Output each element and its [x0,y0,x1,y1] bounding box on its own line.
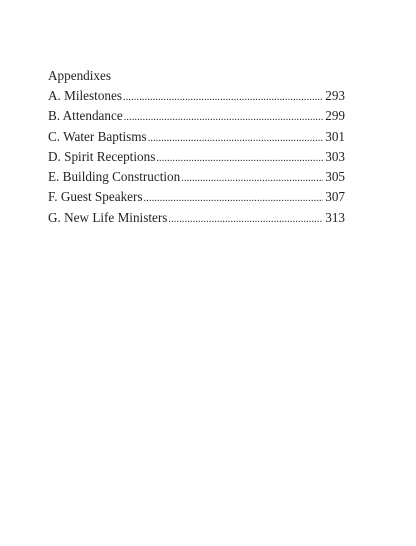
dot-leader [144,189,324,209]
toc-entry-label: E. Building Construction [48,169,181,185]
toc-entry-attendance[interactable] [48,106,345,126]
section-heading: Appendixes [48,68,111,83]
dot-leader [156,149,323,169]
toc-entry-page-number: 293 [325,88,345,103]
dot-leader [168,210,323,230]
toc-entry-new-life-ministers[interactable] [48,208,345,228]
toc-entry-milestones[interactable] [48,86,345,106]
dot-leader [148,129,324,149]
dot-leader [181,169,323,189]
toc-entry-page-number: 301 [325,128,345,144]
toc-entry-label: F. Guest Speakers [48,189,143,205]
table-of-contents [48,66,345,228]
toc-entry-page-number: 307 [325,189,345,205]
toc-entry-guest-speakers[interactable] [48,187,345,207]
toc-entry-spirit-receptions[interactable] [48,147,345,167]
toc-entry-label: G. New Life Ministers [48,209,168,225]
toc-entry-page-number: 303 [325,148,345,164]
toc-entry-label: B. Attendance [48,108,123,124]
toc-entry-page-number: 313 [325,209,345,225]
toc-entry-water-baptisms[interactable] [48,127,345,147]
toc-entry-page-number: 299 [325,108,345,124]
toc-entry-building-construction[interactable] [48,167,345,187]
toc-entry-label: A. Milestones [48,88,122,103]
dot-leader [123,88,323,108]
toc-entry-label: D. Spirit Receptions [48,148,156,164]
toc-entry-page-number: 305 [325,169,345,185]
dot-leader [124,108,324,128]
toc-entry-label: C. Water Baptisms [48,128,147,144]
